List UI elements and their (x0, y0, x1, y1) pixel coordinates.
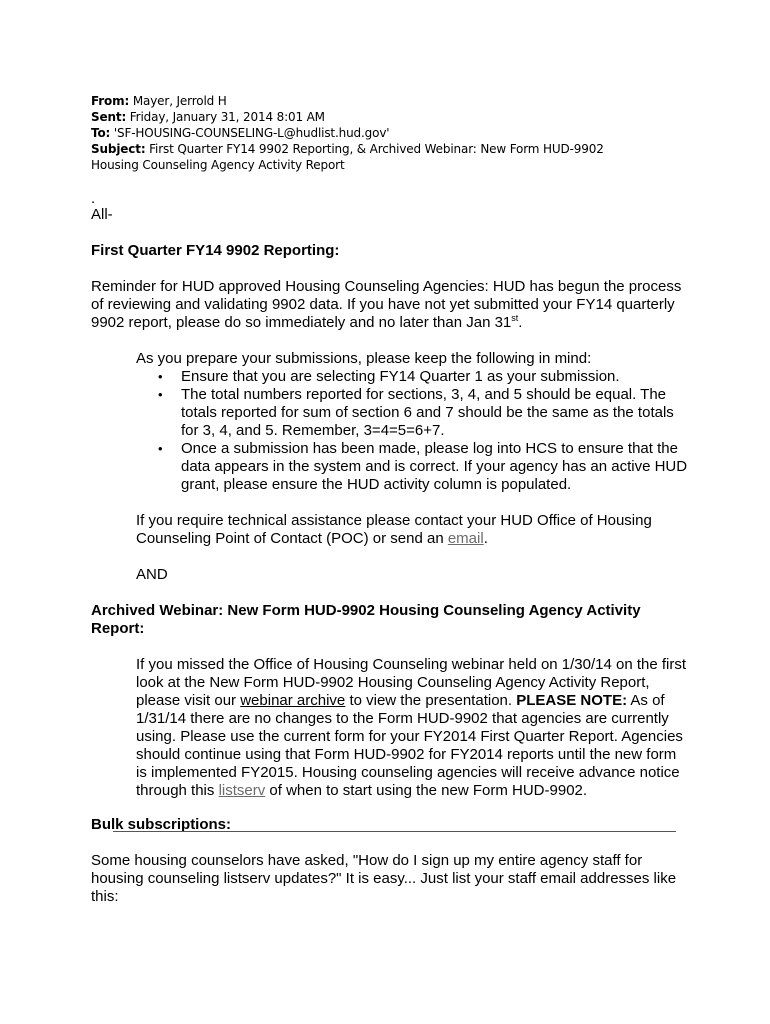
section-heading-first-quarter: First Quarter FY14 9902 Reporting: (91, 242, 340, 259)
listserv-link[interactable]: listserv (218, 782, 266, 799)
bullet-icon: • (158, 387, 163, 402)
webinar-archive-link[interactable]: webinar archive (240, 692, 346, 709)
email-body (91, 192, 691, 906)
bulk-paragraph: Some housing counselors have asked, "How do I sign up my entire agency staff for housing counseling listserv updates?" It is easy... Just list your staff email addresses like this: (91, 852, 677, 905)
email-link[interactable]: email (447, 530, 484, 547)
checklist (91, 368, 691, 494)
bullet-icon: • (158, 369, 163, 384)
to-row (91, 125, 651, 141)
leading-dot: . (91, 190, 96, 207)
sent-label: Sent: (91, 110, 127, 124)
horizontal-divider (113, 831, 676, 832)
list-item (158, 386, 691, 440)
sent-value: Friday, January 31, 2014 8:01 AM (129, 110, 325, 124)
section-heading-archived-webinar: Archived Webinar: New Form HUD-9902 Housing Counseling Agency Activity Report: (91, 602, 641, 637)
email-header (91, 93, 651, 173)
from-label: From: (91, 94, 130, 108)
list-item (158, 440, 691, 494)
sent-row (91, 109, 651, 125)
list-item-text: The total numbers reported for sections, 3, 4, and 5 should be equal. The totals reported for sum of section 6 and 7 should be the same as the totals for 3, 4, and 5. Remember, 3=4=5=6+7. (181, 386, 674, 439)
reminder-superscript: st (511, 313, 519, 323)
subject-row (91, 141, 651, 173)
to-label: To: (91, 126, 111, 140)
bullet-icon: • (158, 441, 163, 456)
please-note-label: PLEASE NOTE: (516, 692, 628, 709)
tech-assist-end: . (483, 530, 488, 547)
to-value: 'SF-HOUSING-COUNSELING-L@hudlist.hud.gov' (113, 126, 390, 140)
webinar-text-3: As of 1/31/14 there are no changes to the Form HUD-9902 that agencies are currently using. Please use the current form for your FY2014 First Quarter Report. Agencies should continue using that Form HUD-9902 for FY2014 reports until the new form is implemented FY2015. Housing counseling agencies will receive advance notice through this (136, 692, 683, 799)
list-item-text: Ensure that you are selecting FY14 Quarter 1 as your submission. (181, 368, 620, 385)
greeting: All- (91, 206, 113, 223)
webinar-paragraph (136, 656, 691, 800)
from-value: Mayer, Jerrold H (132, 94, 227, 108)
tech-assist-text: If you require technical assistance please contact your HUD Office of Housing Counseling Point of Contact (POC) or send an (136, 512, 652, 547)
reminder-end: . (518, 314, 523, 331)
section-heading-bulk-subscriptions: Bulk subscriptions: (91, 816, 232, 833)
reminder-text: Reminder for HUD approved Housing Counseling Agencies: HUD has begun the process of reviewing and validating 9902 data. If you have not yet submitted your FY14 quarterly 9902 report, please do so immediately and no later than Jan 31 (91, 278, 682, 331)
webinar-text-1: If you missed the Office of Housing Counseling webinar held on 1/30/14 on the first look at the New Form HUD-9902 Housing Counseling Agency Activity Report, please visit our (136, 656, 687, 709)
webinar-text-2: to view the presentation. (345, 692, 517, 709)
subject-value: First Quarter FY14 9902 Reporting, & Archived Webinar: New Form HUD-9902 Housing Counseling Agency Activity Report (91, 142, 604, 172)
tech-assist-paragraph (136, 512, 691, 548)
and-text: AND (136, 566, 168, 583)
reminder-paragraph (91, 278, 691, 332)
webinar-text-4: of when to start using the new Form HUD-9902. (265, 782, 588, 799)
prepare-intro: As you prepare your submissions, please keep the following in mind: (136, 350, 592, 367)
from-row (91, 93, 651, 109)
list-item-text: Once a submission has been made, please log into HCS to ensure that the data appears in the system and is correct. If your agency has an active HUD grant, please ensure the HUD activity column is populated. (181, 440, 688, 493)
subject-label: Subject: (91, 142, 146, 156)
list-item (158, 368, 691, 386)
